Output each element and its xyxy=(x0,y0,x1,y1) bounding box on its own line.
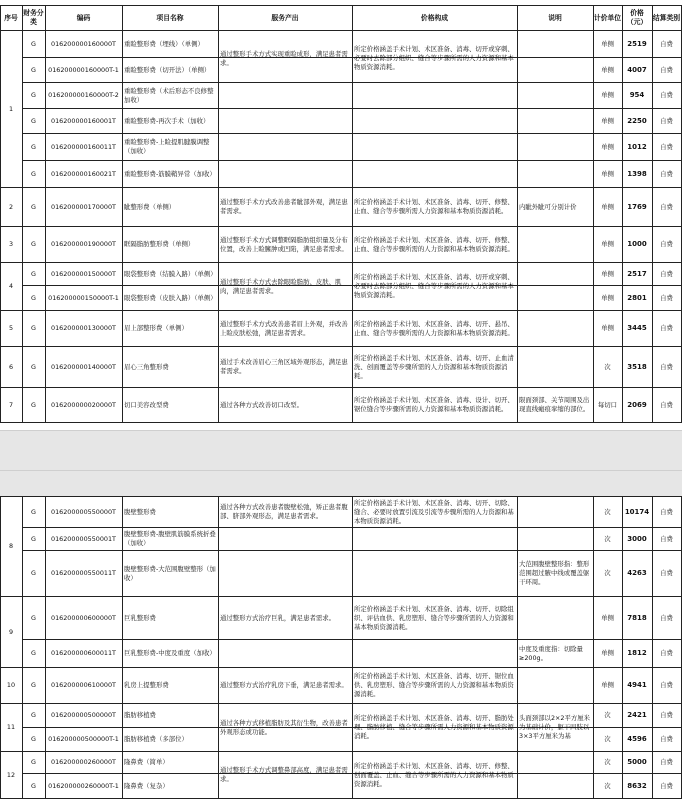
service-output: 通过整形方式治疗乳房下垂，满足患者需求。 xyxy=(220,681,348,689)
settlement: 自费 xyxy=(660,681,673,689)
item-code: 016200000130000T xyxy=(51,324,116,332)
unit: 单侧 xyxy=(601,116,614,125)
unit: 单侧 xyxy=(601,202,614,211)
finance-category: G xyxy=(31,169,36,178)
price: 4941 xyxy=(627,681,647,689)
settlement: 自费 xyxy=(660,613,673,622)
item-code: 016200000550000T xyxy=(51,507,116,516)
item-code: 016200000260000T-1 xyxy=(48,781,119,790)
unit: 次 xyxy=(604,735,611,743)
group-number: 8 xyxy=(8,542,14,550)
item-name: 腹壁整形费-大范围腹壁整形（加收） xyxy=(124,564,216,582)
price: 3518 xyxy=(627,362,647,371)
item-code: 016200000600011T xyxy=(51,649,116,657)
settlement: 自费 xyxy=(660,91,673,99)
header-service-output: 服务产出 xyxy=(271,13,299,22)
price-composition: 所定价格涵盖手术计划、术区准备、消毒、切开、切除组织、评估血供、乳房塑形、缝合等步骤所需的人力资源和基本物质资源消耗。 xyxy=(354,604,514,631)
group-number: 1 xyxy=(8,104,14,113)
unit: 单侧 xyxy=(601,240,614,248)
service-output: 通过整形手术方式调整眶隔脂肪组织量及分布位置，改善上睑臃肿或凹陷，满足患者需求。 xyxy=(220,235,348,253)
settlement: 自费 xyxy=(660,202,673,211)
price: 2519 xyxy=(627,39,647,48)
unit: 单侧 xyxy=(601,269,614,278)
item-name: 巨乳整形费 xyxy=(124,613,156,622)
item-name: 眼袋整形费（结膜入路）（单侧） xyxy=(124,269,217,278)
item-code: 016200000160000T-1 xyxy=(48,65,119,74)
price: 2421 xyxy=(627,711,647,719)
service-output: 通过各种方式改善患者腹壁松弛，矫正患者腹部、脐部外观形态，满足患者需求。 xyxy=(220,503,348,520)
price-composition: 所定价格涵盖手术计划、术区准备、消毒、切开、修整、止血、缝合等步骤所需人力资源和基本物质资源消耗。 xyxy=(354,198,514,215)
item-code: 016200000500000T-1 xyxy=(48,735,119,743)
price-composition: 所定价格涵盖手术计划、术区准备、消毒、切开或穿刺、必要时去除部分组织、缝合等步骤所需的人力资源和基本物质资源消耗。 xyxy=(354,273,514,299)
header-finance-category: 财务分类 xyxy=(23,9,44,26)
price: 3445 xyxy=(627,324,647,332)
item-name: 眦整形费（单侧） xyxy=(124,202,176,211)
settlement: 自费 xyxy=(660,507,673,516)
unit: 每切口 xyxy=(597,400,618,409)
finance-category: G xyxy=(31,735,36,743)
item-name: 眼袋整形费（皮肤入路）（单侧） xyxy=(124,293,217,302)
group-number: 6 xyxy=(8,362,14,371)
page-separator xyxy=(0,430,682,496)
price-composition: 所定价格涵盖手术计划、术区准备、消毒、切开、悬吊、止血、缝合等步骤所需的人力资源和基本物质资源消耗。 xyxy=(354,319,514,337)
price: 1012 xyxy=(627,142,647,151)
settlement: 自费 xyxy=(660,116,673,125)
note: 大范围腹壁整形指：整形范围超过腋中线或覆盖躯干环周。 xyxy=(519,560,590,586)
price: 2250 xyxy=(627,116,647,125)
price-composition: 所定价格涵盖手术计划、术区准备、消毒、切开、修整、创面覆盖、止血、缝合等步骤所需的人力资源和基本物质资源消耗。 xyxy=(354,761,514,788)
unit: 单侧 xyxy=(601,65,614,74)
finance-category: G xyxy=(31,202,36,211)
settlement: 自费 xyxy=(660,735,673,743)
settlement: 自费 xyxy=(660,240,673,248)
group-number: 9 xyxy=(8,627,14,636)
price: 8632 xyxy=(627,781,647,790)
item-name: 眉上部整形费（单侧） xyxy=(124,324,188,332)
header-code: 编码 xyxy=(76,13,91,22)
unit: 单侧 xyxy=(601,293,614,302)
settlement: 自费 xyxy=(660,65,673,74)
header-settlement: 结算类别 xyxy=(652,13,681,22)
header-unit: 计价单位 xyxy=(593,13,622,22)
finance-category: G xyxy=(31,758,36,766)
item-name: 乳房上提整形费 xyxy=(124,681,169,689)
group-number: 12 xyxy=(6,770,16,779)
group-number: 2 xyxy=(8,202,14,211)
price: 954 xyxy=(629,91,645,99)
settlement: 自费 xyxy=(660,169,673,178)
group-number: 3 xyxy=(8,240,14,248)
item-name: 隆鼻费（复杂） xyxy=(124,781,169,790)
settlement: 自费 xyxy=(660,781,673,790)
item-code: 016200000150000T xyxy=(51,269,116,278)
finance-category: G xyxy=(31,400,36,409)
unit: 单侧 xyxy=(601,91,614,99)
item-code: 016200000500000T xyxy=(51,711,116,719)
service-output: 通过整形手术方式实现重睑成形，满足患者需求。 xyxy=(220,49,348,67)
item-name: 重睑整形费-筋膜鞘异常（加收） xyxy=(124,169,216,178)
note: 头面颈部以2×2平方厘米为基础计价，躯干四肢以3×3平方厘米为基 xyxy=(519,714,591,740)
finance-category: G xyxy=(31,240,36,248)
price: 1812 xyxy=(627,649,647,657)
finance-category: G xyxy=(31,569,36,577)
unit: 单侧 xyxy=(601,649,614,657)
note: 限面颈部、关节周围及出现直线瘢痕挛缩的部位。 xyxy=(519,396,590,413)
price-composition: 所定价格涵盖手术计划、术区准备、消毒、切开、切除、缝合、必要时放置引流及引流等步骤所需的人力资源和基本物质资源消耗。 xyxy=(354,498,514,525)
unit: 单侧 xyxy=(601,142,614,151)
finance-category: G xyxy=(31,269,36,278)
settlement: 自费 xyxy=(660,362,673,371)
item-code: 016200000600000T xyxy=(51,613,116,622)
unit: 单侧 xyxy=(601,324,614,332)
service-output: 通过手术改善眉心三角区域外观形态，满足患者需求。 xyxy=(220,358,348,375)
header-note: 说明 xyxy=(548,13,562,22)
item-name: 隆鼻费（简单） xyxy=(124,758,169,766)
item-code: 016200000020000T xyxy=(51,400,116,409)
item-code: 016200000260000T xyxy=(51,758,116,766)
item-code: 016200000160021T xyxy=(51,169,116,178)
unit: 单侧 xyxy=(601,681,614,689)
finance-category: G xyxy=(31,142,36,151)
group-number: 4 xyxy=(8,282,14,290)
finance-category: G xyxy=(31,91,36,99)
item-name: 重睑整形费（切开法）（单侧） xyxy=(124,65,211,74)
finance-category: G xyxy=(31,534,36,543)
settlement: 自费 xyxy=(660,293,673,302)
finance-category: G xyxy=(31,613,36,622)
finance-category: G xyxy=(31,649,36,657)
item-code: 016200000150000T-1 xyxy=(48,293,119,302)
note: 中度及重度指：切除量≥200g。 xyxy=(519,644,583,662)
finance-category: G xyxy=(31,116,36,125)
header-seq: 序号 xyxy=(4,13,18,22)
finance-category: G xyxy=(31,507,36,516)
item-name: 切口美容改型费 xyxy=(124,400,169,409)
price: 3000 xyxy=(627,534,647,543)
price: 1000 xyxy=(627,240,647,248)
group-number: 7 xyxy=(8,400,14,409)
item-code: 016200000550011T xyxy=(51,569,116,577)
settlement: 自费 xyxy=(660,758,673,766)
price: 4263 xyxy=(627,569,647,577)
header-price-composition: 价格构成 xyxy=(420,13,449,22)
finance-category: G xyxy=(31,324,36,332)
unit: 次 xyxy=(604,781,611,790)
price: 10174 xyxy=(624,507,650,516)
service-output: 通过各种方式移植脂肪及其衍生物，改善患者外观形态或功能。 xyxy=(220,718,348,736)
item-code: 016200000190000T xyxy=(51,240,116,248)
price-composition: 所定价格涵盖手术计划、术区准备、消毒、切开、修整、止血、缝合等步骤所需的人力资源和基本物质资源消耗。 xyxy=(354,235,514,253)
service-output: 通过整形手术方式改善患者眉上外观，并改善上睑皮肤松弛，满足患者需求。 xyxy=(220,319,348,337)
price-composition: 所定价格涵盖手术计划、术区准备、消毒、切开、脂肪处理、脂肪移植、缝合等步骤所需人力资源和基本物质资源消耗。 xyxy=(354,714,514,740)
price-composition: 所定价格涵盖手术计划、术区准备、消毒、设计、切开、锯位缝合等步骤所需的人力资源和基本物质资源消耗。 xyxy=(354,396,514,413)
item-code: 016200000160000T-2 xyxy=(48,91,119,99)
unit: 次 xyxy=(604,507,611,516)
item-name: 眶隔脂肪整形费（单侧） xyxy=(124,240,195,248)
header-item-name: 项目名称 xyxy=(156,13,184,22)
item-code: 016200000160000T xyxy=(51,39,116,48)
settlement: 自费 xyxy=(660,39,673,48)
service-output: 通过整形手术方式改善患者眦部外观，满足患者需求。 xyxy=(220,198,348,215)
item-name: 脂肪移植费 xyxy=(124,711,156,719)
finance-category: G xyxy=(31,781,36,790)
unit: 次 xyxy=(604,362,611,371)
item-name: 重睑整形费-再次手术（加收） xyxy=(124,116,210,125)
price: 5000 xyxy=(627,758,647,766)
item-name: 重睑整形费-上睑提肌腱膜调整（加收） xyxy=(124,138,210,155)
finance-category: G xyxy=(31,362,36,371)
unit: 次 xyxy=(604,711,611,719)
settlement: 自费 xyxy=(660,569,673,577)
finance-category: G xyxy=(31,65,36,74)
price: 2069 xyxy=(627,400,647,409)
price: 4007 xyxy=(627,65,647,74)
settlement: 自费 xyxy=(660,269,673,278)
settlement: 自费 xyxy=(660,142,673,151)
group-number: 10 xyxy=(6,681,16,689)
finance-category: G xyxy=(31,293,36,302)
item-code: 016200000160011T xyxy=(51,142,116,151)
item-code: 016200000170000T xyxy=(51,202,116,211)
service-output: 通过各种方式改善切口改型。 xyxy=(220,400,304,409)
table-page-2 xyxy=(0,496,682,799)
service-output: 通过整形手术方式调整鼻部高度，满足患者需求。 xyxy=(220,766,348,783)
finance-category: G xyxy=(31,681,36,689)
price: 7818 xyxy=(627,613,647,622)
settlement: 自费 xyxy=(660,400,673,409)
price: 1769 xyxy=(627,202,647,211)
item-name: 巨乳整形费-中度及重度（加收） xyxy=(124,649,216,657)
finance-category: G xyxy=(31,711,36,719)
item-name: 腹壁整形费-腹壁肌筋膜系统折叠（加收） xyxy=(124,530,216,547)
unit: 次 xyxy=(604,569,611,577)
finance-category: G xyxy=(31,39,36,48)
item-code: 016200000140000T xyxy=(51,362,116,371)
item-name: 脂肪移植费（多部位） xyxy=(124,735,188,743)
price: 2801 xyxy=(627,293,647,302)
price: 1398 xyxy=(627,169,647,178)
unit: 单侧 xyxy=(601,169,614,178)
item-code: 016200000610000T xyxy=(51,681,116,689)
group-number: 5 xyxy=(8,324,14,332)
item-code: 016200000160001T xyxy=(51,116,116,125)
settlement: 自费 xyxy=(660,324,673,332)
unit: 次 xyxy=(604,534,611,543)
settlement: 自费 xyxy=(660,534,673,543)
unit: 单侧 xyxy=(601,39,614,48)
settlement: 自费 xyxy=(660,711,673,719)
item-name: 腹壁整形费 xyxy=(124,507,156,516)
item-name: 重睑整形费（埋线）（单侧） xyxy=(124,39,204,48)
price-composition: 所定价格涵盖手术计划、术区准备、消毒、切开或穿刺、必要时去除部分组织、缝合等步骤所需的人力资源和基本物质资源消耗。 xyxy=(354,45,514,71)
settlement: 自费 xyxy=(660,649,673,657)
item-name: 重睑整形费（术后形态不良修整加收） xyxy=(124,86,214,104)
price: 4596 xyxy=(627,735,647,743)
group-number: 11 xyxy=(6,723,16,731)
service-output: 通过整形手术方式去除眼睑脂肪、皮肤、肌肉，满足患者需求。 xyxy=(220,277,342,295)
item-code: 016200000550001T xyxy=(51,534,116,543)
header-price: 价格（元） xyxy=(626,9,648,26)
unit: 单侧 xyxy=(601,613,614,622)
item-name: 眉心三角整形费 xyxy=(124,362,169,371)
note: 内眦外眦可分别计价 xyxy=(519,202,577,211)
price-composition: 所定价格涵盖手术计划、术区准备、消毒、切开、止血清洗、创面覆盖等步骤所需的人力资源和基本物质资源消耗。 xyxy=(354,353,514,380)
price-composition: 所定价格涵盖手术计划、术区准备、消毒、切开、锯位血供、乳房塑形、缝合等步骤所需的人力资源和基本物质资源消耗。 xyxy=(354,672,514,698)
service-output: 通过整形方式治疗巨乳，满足患者需求。 xyxy=(220,613,336,622)
price: 2517 xyxy=(627,269,647,278)
unit: 次 xyxy=(604,758,611,766)
